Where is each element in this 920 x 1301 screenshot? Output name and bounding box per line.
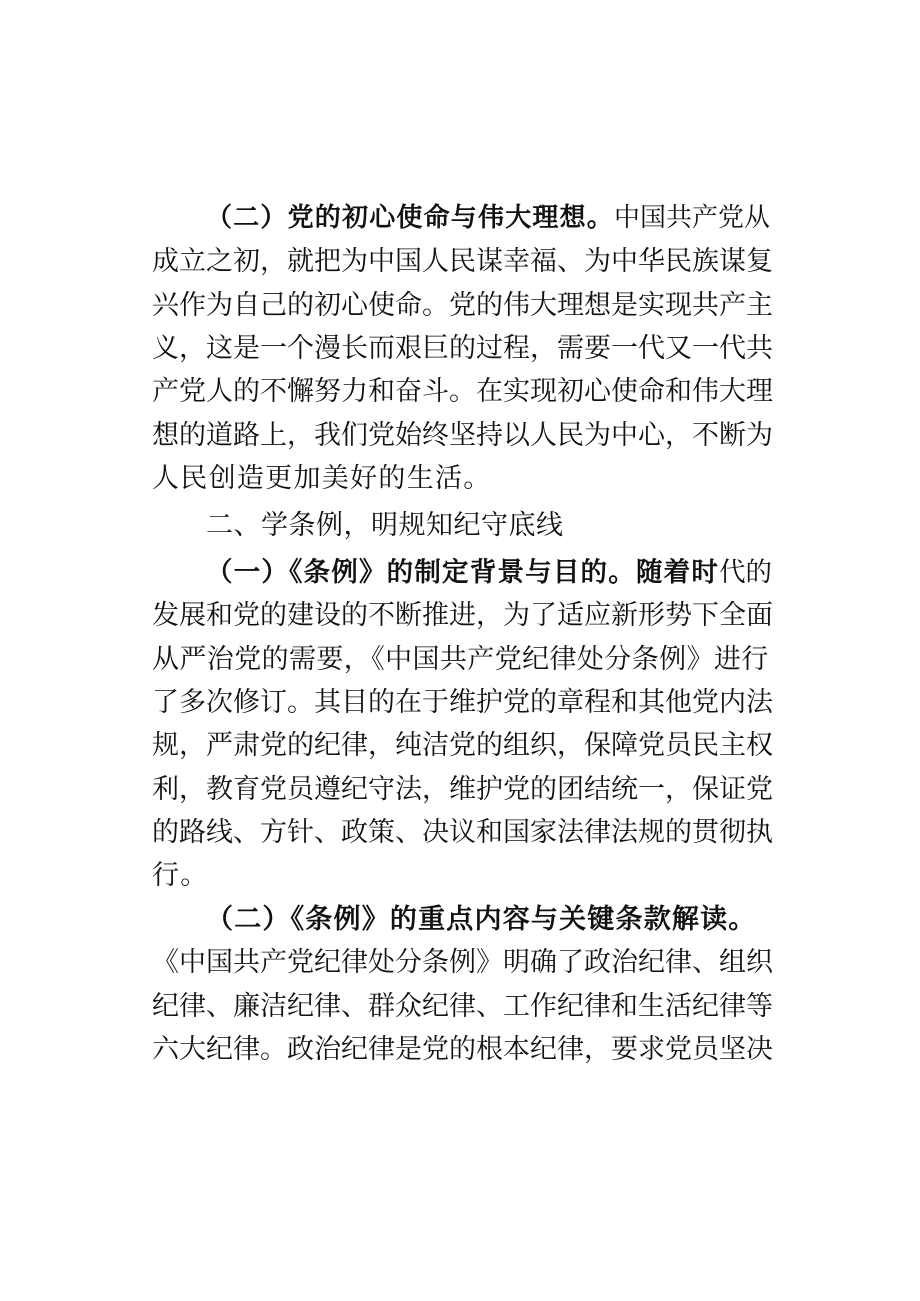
section3-line: 从严治党的需要，《中国共产党纪律处分条例》进行 bbox=[152, 644, 769, 675]
section1-first-line-text: 中国共产党从 bbox=[614, 203, 771, 233]
section4-heading: （二）《条例》的重点内容与关键条款解读。 bbox=[206, 904, 757, 935]
section1-line: 人民创造更加美好的生活。 bbox=[152, 463, 492, 494]
section3-line: 的路线、方针、政策、决议和国家法律法规的贯彻执 bbox=[152, 817, 773, 848]
section1-line: 产党人的不懈努力和奋斗。在实现初心使命和伟大理 bbox=[152, 376, 773, 407]
section4-line: 纪律、廉洁纪律、群众纪律、工作纪律和生活纪律等 bbox=[152, 991, 773, 1022]
section1-line: 义，这是一个漫长而艰巨的过程，需要一代又一代共 bbox=[152, 333, 773, 364]
section1-first-line bbox=[206, 198, 772, 238]
section1-line: 想的道路上，我们党始终坚持以人民为中心，不断为 bbox=[152, 420, 773, 451]
section1-heading: （二）党的初心使命与伟大理想。 bbox=[206, 203, 615, 233]
section2-heading: 二、学条例，明规知纪守底线 bbox=[206, 510, 564, 541]
section3-heading: （一）《条例》的制定背景与目的。随着时 bbox=[206, 557, 720, 588]
section1-line: 成立之初，就把为中国人民谋幸福、为中华民族谋复 bbox=[152, 246, 773, 277]
section3-line: 了多次修订。其目的在于维护党的章程和其他党内法 bbox=[152, 687, 773, 718]
section3-line: 规，严肃党的纪律，纯洁党的组织，保障党员民主权 bbox=[152, 730, 773, 761]
section3-first-line bbox=[206, 553, 772, 593]
section3-line: 行。 bbox=[152, 860, 209, 891]
section4-line: 《中国共产党纪律处分条例》明确了政治纪律、组织 bbox=[152, 947, 773, 978]
section3-line: 利，教育党员遵纪守法，维护党的团结统一，保证党 bbox=[152, 774, 773, 805]
section1-line: 兴作为自己的初心使命。党的伟大理想是实现共产主 bbox=[152, 290, 773, 321]
section3-first-line-text: 代的 bbox=[719, 557, 773, 588]
section4-line: 六大纪律。政治纪律是党的根本纪律，要求党员坚决 bbox=[152, 1034, 773, 1065]
section3-line: 发展和党的建设的不断推进，为了适应新形势下全面 bbox=[152, 600, 773, 631]
